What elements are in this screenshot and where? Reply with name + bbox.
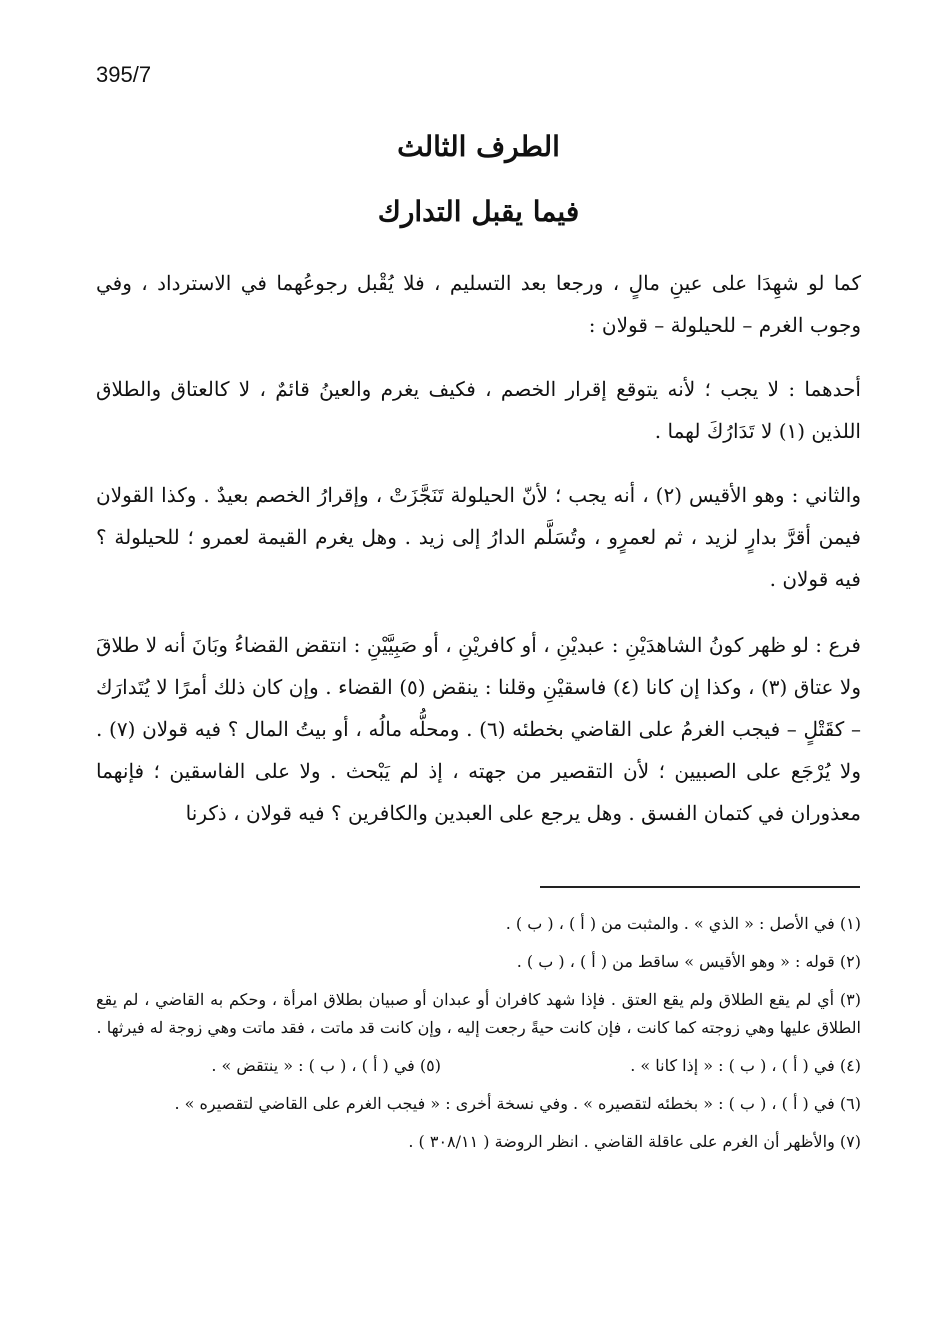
footnote-divider: [540, 886, 860, 888]
section-subtitle: فيما يقبل التدارك: [377, 195, 580, 228]
section-title: الطرف الثالث: [397, 130, 560, 163]
footnote-6: (٦) في ( أ ) ، ( ب ) : « بخطئه لتقصيره » . وفي نسخة أخرى : « فيجب الغرم على القاضي لتقصيره » .: [174, 1094, 861, 1113]
footnote-7: (٧) والأظهر أن الغرم على عاقلة القاضي . انظر الروضة ( ٣٠٨/١١ ) .: [408, 1132, 861, 1151]
footnote-row-4-5: [96, 1052, 861, 1080]
footnote-2: (٢) قوله : « وهو الأقيس » ساقط من ( أ ) ، ( ب ) .: [516, 952, 861, 971]
paragraph-1: كما لو شهِدَا على عينِ مالٍ ، ورجعا بعد التسليم ، فلا يُقْبل رجوعُهما في الاسترداد ، وفي وجوب الغرم – للحيلولة – قولان :: [96, 271, 861, 337]
page-number: 395/7: [96, 62, 152, 87]
footnotes: [96, 910, 861, 1166]
footnote-4: (٤) في ( أ ) ، ( ب ) : « إذا كانا » .: [630, 1056, 861, 1075]
footnote-5: (٥) في ( أ ) ، ( ب ) : « ينتقض » .: [211, 1056, 441, 1075]
paragraph-3: والثاني : وهو الأقيس (٢) ، أنه يجب ؛ لأنّ الحيلولة تَنَجَّزَتْ ، وإقرارُ الخصم بعيدٌ . وكذا القولان فيمن أقرَّ بدارٍ لزيد ، ثم لعمرٍو ، وتُسَلَّم الدارُ إلى زيد . وهل يغرم القيمة لعمرو ؛ للحيلولة ؟ فيه قولان .: [96, 483, 861, 591]
footnote-3: (٣) أي لم يقع الطلاق ولم يقع العتق . فإذا شهد كافران أو عبدان أو صبيان بطلاق امرأة ، وحكم به القاضي ، لم يقع الطلاق عليها وهي زوجته كما كانت ، فإن كانت حيةً رجعت إليه ، وإن كانت قد ماتت ، فقد ماتت وهي زوجة له فيرثها .: [96, 990, 861, 1037]
footnote-1: (١) في الأصل : « الذي » . والمثبت من ( أ ) ، ( ب ) .: [505, 914, 861, 933]
paragraph-4: فرع : لو ظهر كونُ الشاهدَيْنِ : عبديْنِ ، أو كافريْنِ ، أو صَبِيَّيْنِ : انتقض القضاءُ وبَانَ أنه لا طلاقَ ولا عتاق (٣) ، وكذا إن كانا (٤) فاسقيْنِ وقلنا : ينقض (٥) القضاء . وإن كان ذلك أمرًا لا يُتَدارَك – كقَتْلٍ – فيجب الغرمُ على القاضي بخطئه (٦) . ومحلُّه مالُه ، أو بيتُ المال ؟ فيه قولان (٧) . ولا يُرْجَع على الصبيين ؛ لأن التقصير من جهته ، إذ لم يَبْحث . ولا على الفاسقين ؛ فإنهما معذوران في كتمان الفسق . وهل يرجع على العبدين والكافرين ؟ فيه قولان ، ذكرنا: [96, 633, 861, 825]
paragraph-2: أحدهما : لا يجب ؛ لأنه يتوقع إقرار الخصم ، فكيف يغرم والعينُ قائمٌ ، لا كالعتاق والطلاق اللذين (١) لا تَدَارُكَ لهما .: [96, 377, 861, 443]
